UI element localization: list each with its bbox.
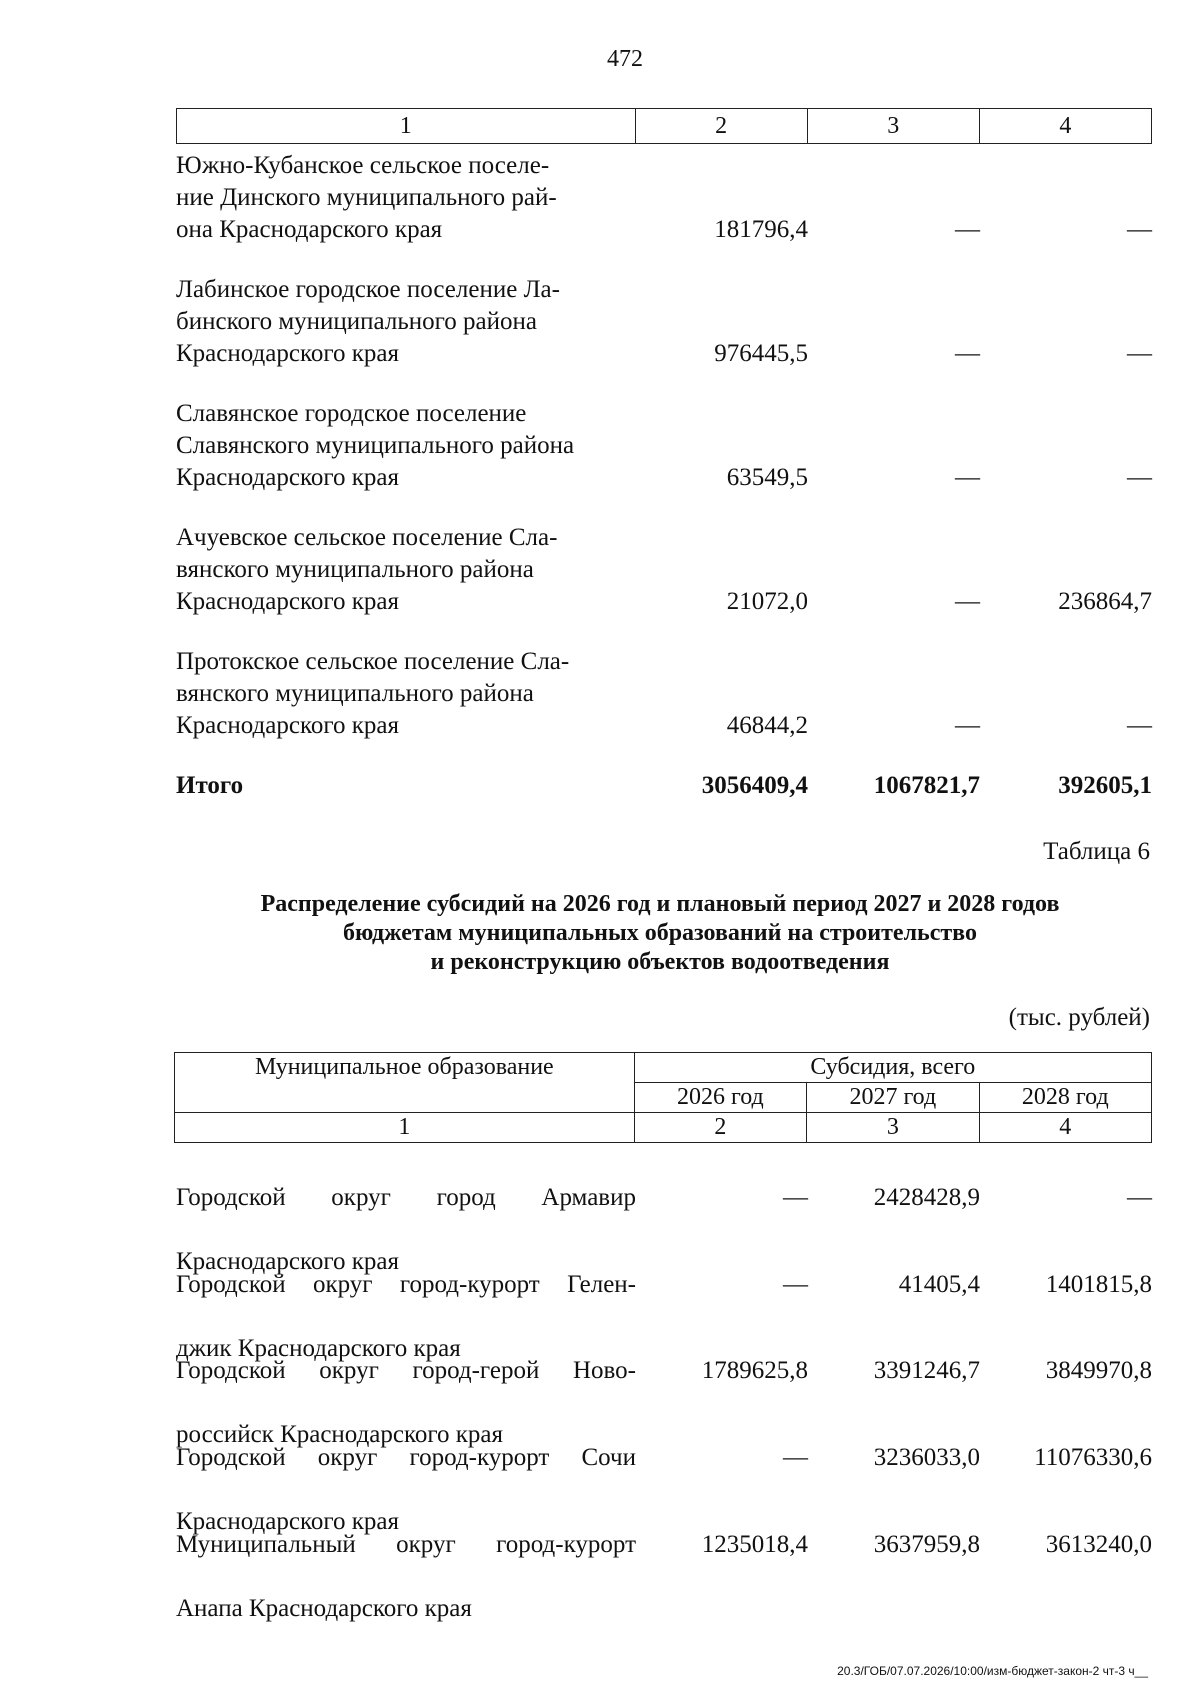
value-2026: 181796,4: [714, 216, 808, 243]
value-2027: —: [955, 216, 980, 243]
col-number-1: 1: [175, 1113, 635, 1143]
total-2027: 1067821,7: [873, 772, 980, 799]
col-number-2: 2: [635, 109, 807, 144]
continued-table-header: [176, 108, 1152, 144]
units-label: (тыс. рублей): [1008, 1004, 1150, 1031]
municipality-name: [176, 1497, 636, 1657]
value-2026: 46844,2: [726, 712, 808, 739]
value-2026: 1789625,8: [701, 1357, 808, 1384]
value-2026: 976445,5: [714, 340, 808, 367]
municipality-name-line-2: Анапа Краснодарского края: [176, 1595, 472, 1622]
header-municipality: Муниципальное образование: [175, 1053, 635, 1113]
col-number-1: 1: [177, 109, 636, 144]
total-2028: 392605,1: [1058, 772, 1152, 799]
value-2027: —: [955, 588, 980, 615]
municipality-name-line-2: российск Краснодарского края: [176, 1421, 504, 1448]
col-number-4: 4: [979, 109, 1151, 144]
header-year-2028: 2028 год: [979, 1083, 1151, 1113]
municipality-name-line-2: Краснодарского края: [176, 1508, 399, 1535]
municipality-name-line-1: Муниципальный округ город-курорт: [176, 1531, 636, 1558]
municipality-name-line-1: Городской округ город Армавир: [176, 1184, 636, 1211]
value-2027: —: [955, 464, 980, 491]
value-2028: —: [1127, 216, 1152, 243]
municipality-name: Лабинское городское поселение Ла- бинского муниципального района Краснодарского края: [176, 276, 560, 367]
municipality-name-line-2: джик Краснодарского края: [176, 1335, 461, 1362]
table-title-line-1: Распределение субсидий на 2026 год и плановый период 2027 и 2028 годов: [260, 891, 1060, 917]
col-number-4: 4: [979, 1113, 1151, 1143]
value-2027: 3637959,8: [873, 1531, 980, 1558]
municipality-name: Протокское сельское поселение Сла- вянского муниципального района Краснодарского края: [176, 648, 570, 739]
value-2028: 1401815,8: [1045, 1271, 1152, 1298]
value-2026: 21072,0: [726, 588, 808, 615]
table-title-line-2: бюджетам муниципальных образований на строительство: [343, 920, 977, 946]
header-year-2027: 2027 год: [807, 1083, 979, 1113]
value-2028: —: [1127, 712, 1152, 739]
municipality-name-line-1: Городской округ город-курорт Гелен-: [176, 1271, 636, 1298]
document-footer-code: 20.3/ГОБ/07.07.2026/10:00/изм-бюджет-закон-2 чт-3 ч__: [837, 1664, 1148, 1678]
municipality-name: Славянское городское поселение Славянского муниципального района Краснодарского края: [176, 400, 575, 491]
value-2026: —: [783, 1271, 808, 1298]
municipality-name: Ачуевское сельское поселение Сла- вянского муниципального района Краснодарского края: [176, 524, 558, 615]
header-year-2026: 2026 год: [634, 1083, 806, 1113]
value-2028: 236864,7: [1058, 588, 1152, 615]
value-2026: —: [783, 1444, 808, 1471]
value-2026: —: [783, 1184, 808, 1211]
table6-header: [174, 1052, 1152, 1143]
value-2027: 2428428,9: [873, 1184, 980, 1211]
municipality-name-line-2: Краснодарского края: [176, 1248, 399, 1275]
header-subsidy-total: Субсидия, всего: [634, 1053, 1151, 1083]
table-label: Таблица 6: [1043, 838, 1150, 865]
total-label: Итого: [176, 772, 244, 799]
value-2027: 3236033,0: [873, 1444, 980, 1471]
col-number-3: 3: [807, 1113, 979, 1143]
municipality-name: Южно-Кубанское сельское поселе- ние Динского муниципального рай- она Краснодарского края: [176, 152, 557, 243]
value-2028: —: [1127, 464, 1152, 491]
municipality-name-line-1: Городской округ город-курорт Сочи: [176, 1444, 636, 1471]
total-2026: 3056409,4: [701, 772, 808, 799]
value-2028: 3849970,8: [1045, 1357, 1152, 1384]
value-2026: 63549,5: [726, 464, 808, 491]
value-2027: —: [955, 712, 980, 739]
table-title-line-3: и реконструкцию объектов водоотведения: [430, 949, 890, 975]
value-2026: 1235018,4: [701, 1531, 808, 1558]
value-2027: —: [955, 340, 980, 367]
value-2028: —: [1127, 340, 1152, 367]
value-2027: 41405,4: [898, 1271, 980, 1298]
value-2028: —: [1127, 1184, 1152, 1211]
municipality-name-line-1: Городской округ город-герой Ново-: [176, 1357, 636, 1384]
value-2027: 3391246,7: [873, 1357, 980, 1384]
page-number: 472: [607, 46, 643, 72]
col-number-3: 3: [807, 109, 979, 144]
table-title: [160, 890, 1160, 977]
value-2028: 11076330,6: [1034, 1444, 1152, 1471]
value-2028: 3613240,0: [1045, 1531, 1152, 1558]
col-number-2: 2: [634, 1113, 806, 1143]
